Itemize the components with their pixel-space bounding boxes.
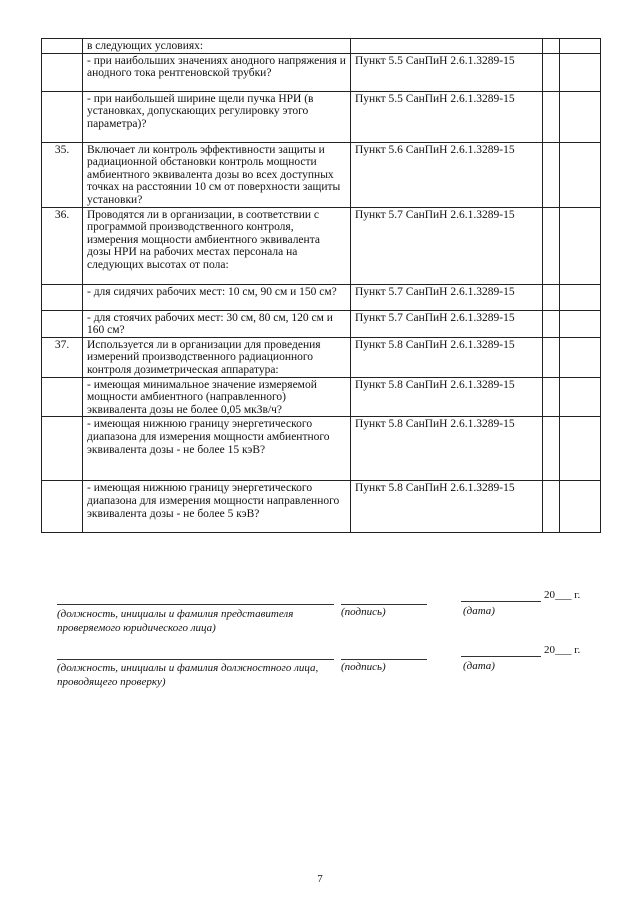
result-cell: [543, 417, 560, 481]
question-cell: - имеющая нижнюю границу энергетического диапазона для измерения мощности амбиентного эквивалента дозы - не более 15 кэВ?: [83, 417, 351, 481]
inspector-signature-caption: (подпись): [341, 661, 386, 673]
representative-signature-caption: (подпись): [341, 606, 386, 618]
result-cell: [543, 91, 560, 142]
reference-cell: Пункт 5.8 СанПиН 2.6.1.3289-15: [351, 377, 543, 417]
note-cell: [560, 377, 601, 417]
question-cell: - для стоячих рабочих мест: 30 см, 80 см, 120 см и 160 см?: [83, 310, 351, 337]
num: [42, 310, 83, 337]
inspector-signature-line: [341, 659, 427, 660]
note-cell: [560, 53, 601, 91]
question-cell: - при наибольших значениях анодного напряжения и анодного тока рентгеновской трубки?: [83, 53, 351, 91]
num: 35.: [42, 142, 83, 207]
num: [42, 377, 83, 417]
inspector-name-line: [57, 659, 334, 660]
note-cell: [560, 91, 601, 142]
note-cell: [560, 310, 601, 337]
table-row: [42, 377, 601, 417]
result-cell: [543, 53, 560, 91]
note-cell: [560, 284, 601, 310]
num: [42, 53, 83, 91]
reference-cell: Пункт 5.7 СанПиН 2.6.1.3289-15: [351, 207, 543, 284]
question-cell: - при наибольшей ширине щели пучка НРИ (в установках, допускающих регулировку этого параметра)?: [83, 91, 351, 142]
reference-cell: Пункт 5.8 СанПиН 2.6.1.3289-15: [351, 417, 543, 481]
result-cell: [543, 481, 560, 533]
table-row: [42, 91, 601, 142]
reference-cell: [351, 39, 543, 54]
question-cell: - имеющая нижнюю границу энергетического диапазона для измерения мощности направленного эквивалента дозы - не более 5 кэВ?: [83, 481, 351, 533]
note-cell: [560, 337, 601, 377]
reference-cell: Пункт 5.6 СанПиН 2.6.1.3289-15: [351, 142, 543, 207]
table-row: [42, 39, 601, 54]
representative-role-caption: (должность, инициалы и фамилия представителя проверяемого юридического лица): [57, 608, 294, 634]
question-cell: Используется ли в организации для проведения измерений производственного радиационного контроля дозиметрическая аппаратура:: [83, 337, 351, 377]
num: 37.: [42, 337, 83, 377]
inspector-role-caption: (должность, инициалы и фамилия должностного лица, проводящего проверку): [57, 662, 319, 688]
note-cell: [560, 207, 601, 284]
num: 36.: [42, 207, 83, 284]
note-cell: [560, 142, 601, 207]
num: [42, 481, 83, 533]
checklist-body: [42, 39, 601, 533]
num: [42, 417, 83, 481]
reference-cell: Пункт 5.5 СанПиН 2.6.1.3289-15: [351, 91, 543, 142]
representative-date-line: [461, 601, 541, 602]
table-row: [42, 417, 601, 481]
question-cell: в следующих условиях:: [83, 39, 351, 54]
note-cell: [560, 481, 601, 533]
table-row: [42, 53, 601, 91]
reference-cell: Пункт 5.7 СанПиН 2.6.1.3289-15: [351, 310, 543, 337]
reference-cell: Пункт 5.5 СанПиН 2.6.1.3289-15: [351, 53, 543, 91]
question-cell: Включает ли контроль эффективности защиты и радиационной обстановки контроль мощности амбиентного эквивалента дозы во всех доступных точках на расстоянии 10 см от поверхности защиты установки?: [83, 142, 351, 207]
reference-cell: Пункт 5.7 СанПиН 2.6.1.3289-15: [351, 284, 543, 310]
note-cell: [560, 417, 601, 481]
representative-year: 20___ г.: [544, 589, 581, 601]
page-number: 7: [317, 873, 323, 885]
num: [42, 39, 83, 54]
table-row: [42, 284, 601, 310]
table-row: [42, 310, 601, 337]
question-cell: - для сидячих рабочих мест: 10 см, 90 см и 150 см?: [83, 284, 351, 310]
table-row: [42, 207, 601, 284]
representative-date-caption: (дата): [463, 605, 495, 617]
representative-name-line: [57, 604, 334, 605]
table-row: [42, 142, 601, 207]
result-cell: [543, 207, 560, 284]
num: [42, 284, 83, 310]
result-cell: [543, 284, 560, 310]
inspector-year: 20___ г.: [544, 644, 581, 656]
checklist-table: [41, 38, 601, 533]
result-cell: [543, 39, 560, 54]
representative-signature-line: [341, 604, 427, 605]
table-row: [42, 481, 601, 533]
question-cell: Проводятся ли в организации, в соответствии с программой производственного контроля, измерения мощности амбиентного эквивалента дозы НРИ на рабочих местах персонала на следующих высотах от пола:: [83, 207, 351, 284]
inspector-date-line: [461, 656, 541, 657]
num: [42, 91, 83, 142]
result-cell: [543, 142, 560, 207]
note-cell: [560, 39, 601, 54]
result-cell: [543, 310, 560, 337]
reference-cell: Пункт 5.8 СанПиН 2.6.1.3289-15: [351, 481, 543, 533]
result-cell: [543, 337, 560, 377]
inspector-date-caption: (дата): [463, 660, 495, 672]
result-cell: [543, 377, 560, 417]
reference-cell: Пункт 5.8 СанПиН 2.6.1.3289-15: [351, 337, 543, 377]
table-row: [42, 337, 601, 377]
question-cell: - имеющая минимальное значение измеряемой мощности амбиентного (направленного) эквивалента дозы не более 0,05 мкЗв/ч?: [83, 377, 351, 417]
